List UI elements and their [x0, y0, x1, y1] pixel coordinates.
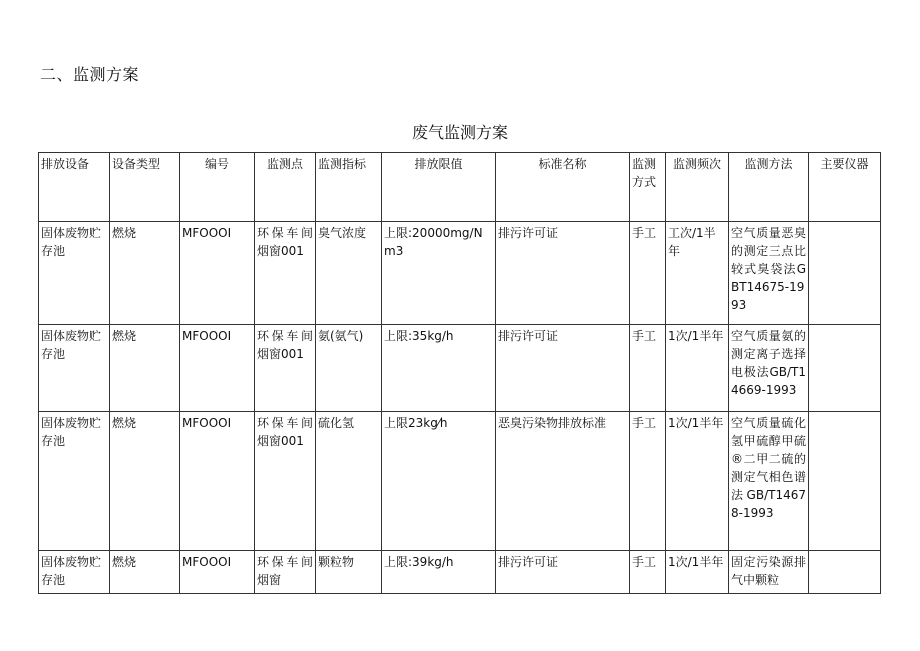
cell-limit: 上限:35kg/h	[382, 325, 496, 412]
cell-indicator: 颗粒物	[316, 551, 382, 594]
cell-equipment: 固体废物贮存池	[39, 325, 110, 412]
cell-mode: 手工	[630, 412, 666, 551]
exhaust-monitoring-table	[38, 152, 881, 594]
header-row	[39, 153, 881, 222]
cell-type: 燃烧	[110, 222, 180, 325]
cell-type: 燃烧	[110, 551, 180, 594]
cell-standard: 排污许可证	[496, 325, 630, 412]
cell-equipment: 固体废物贮存池	[39, 222, 110, 325]
col-header: 主要仪器	[809, 153, 881, 222]
col-header: 监测点	[255, 153, 316, 222]
cell-method: 空气质量氨的测定离子选择电极法GB/T14669-1993	[729, 325, 809, 412]
cell-type: 燃烧	[110, 325, 180, 412]
cell-point: 环保车间烟窗001	[255, 412, 316, 551]
cell-indicator: 硫化氢	[316, 412, 382, 551]
cell-equipment: 固体废物贮存池	[39, 551, 110, 594]
col-header: 监测频次	[666, 153, 729, 222]
cell-limit: 上限:20000mg/Nm3	[382, 222, 496, 325]
table-row	[39, 325, 881, 412]
cell-point: 环保车间烟窗001	[255, 222, 316, 325]
table-row	[39, 222, 881, 325]
cell-frequency: 1次/1半年	[666, 412, 729, 551]
cell-frequency: 1次/1半年	[666, 325, 729, 412]
col-header: 排放设备	[39, 153, 110, 222]
cell-standard: 排污许可证	[496, 551, 630, 594]
cell-mode: 手工	[630, 222, 666, 325]
table-row	[39, 551, 881, 594]
cell-frequency: 工次/1半年	[666, 222, 729, 325]
cell-instrument	[809, 222, 881, 325]
cell-method: 空气质量恶臭的测定三点比较式臭袋法GBT14675-1993	[729, 222, 809, 325]
col-header: 监测指标	[316, 153, 382, 222]
table-row	[39, 412, 881, 551]
cell-code: MFOOOI	[180, 412, 255, 551]
cell-code: MFOOOI	[180, 551, 255, 594]
col-header: 排放限值	[382, 153, 496, 222]
col-header: 设备类型	[110, 153, 180, 222]
cell-limit: 上限23kg⁄h	[382, 412, 496, 551]
cell-code: MFOOOI	[180, 325, 255, 412]
cell-mode: 手工	[630, 325, 666, 412]
section-heading: 二、监测方案	[40, 65, 140, 84]
table-title: 废气监测方案	[411, 123, 508, 142]
cell-method: 空气质量硫化氢甲硫醇甲硫®二甲二硫的测定气相色谱法GB/T14678-1993	[729, 412, 809, 551]
cell-limit: 上限:39kg/h	[382, 551, 496, 594]
cell-instrument	[809, 412, 881, 551]
cell-point: 环保车间烟窗	[255, 551, 316, 594]
cell-mode: 手工	[630, 551, 666, 594]
cell-standard: 恶臭污染物排放标准	[496, 412, 630, 551]
cell-indicator: 臭气浓度	[316, 222, 382, 325]
cell-point: 环保车间烟窗001	[255, 325, 316, 412]
col-header: 标准名称	[496, 153, 630, 222]
col-header: 监测方式	[630, 153, 666, 222]
cell-equipment: 固体废物贮存池	[39, 412, 110, 551]
cell-standard: 排污许可证	[496, 222, 630, 325]
col-header: 监测方法	[729, 153, 809, 222]
cell-instrument	[809, 325, 881, 412]
cell-indicator: 氨(氨气)	[316, 325, 382, 412]
cell-frequency: 1次/1半年	[666, 551, 729, 594]
col-header: 编号	[180, 153, 255, 222]
cell-instrument	[809, 551, 881, 594]
cell-type: 燃烧	[110, 412, 180, 551]
cell-method: 固定污染源排气中颗粒	[729, 551, 809, 594]
cell-code: MFOOOI	[180, 222, 255, 325]
